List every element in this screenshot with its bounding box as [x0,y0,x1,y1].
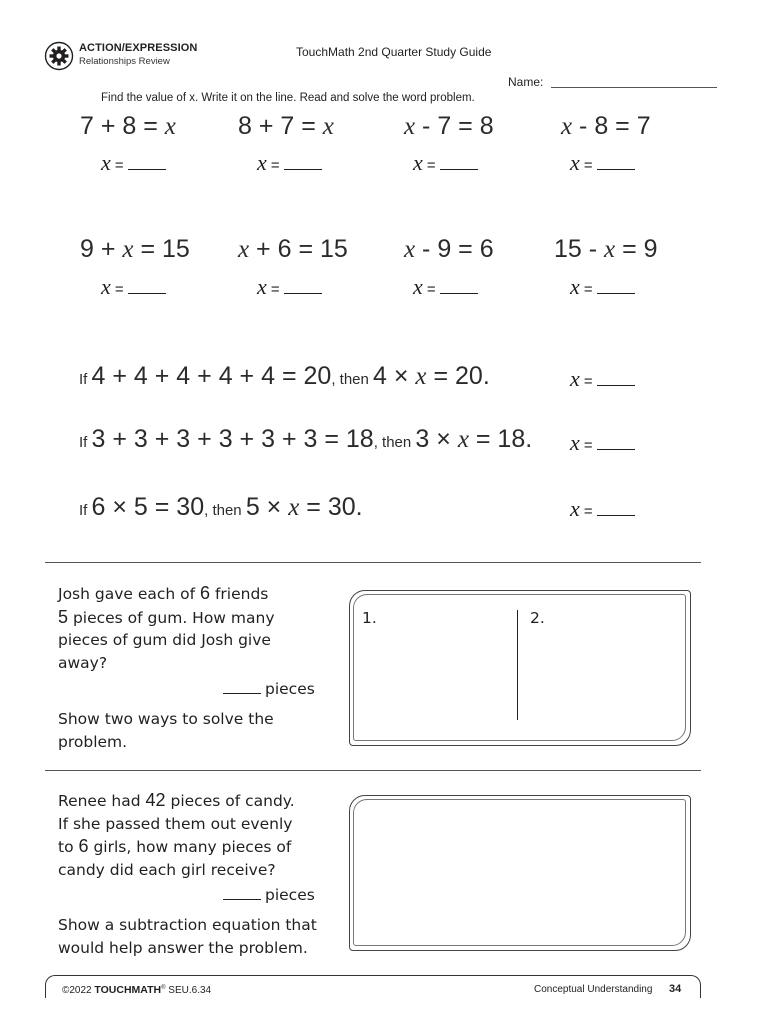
answer-blank[interactable]: x = [257,150,322,176]
name-label: Name: [508,75,544,89]
multiplication-statement: If 6 × 5 = 30, then 5 × x = 30. [79,493,363,521]
problem-prompt: Show two ways to solve the problem. [58,710,274,751]
answer-blank[interactable]: x = [570,430,635,456]
method-label-1: 1. [362,609,377,627]
answer-blank[interactable]: x = [413,150,478,176]
name-field[interactable] [551,87,717,88]
repeated-addition-statement: If 3 + 3 + 3 + 3 + 3 + 3 = 18, then 3 × x = 18. [79,425,533,453]
word-problem-text: Renee had 42 pieces of candy. If she passed them out evenly to 6 girls, how many pieces of candy did each girl receive? [58,790,295,879]
answer-blank[interactable]: x = [570,274,635,300]
section-divider [45,770,701,771]
section-subtitle: Relationships Review [79,56,170,67]
repeated-addition-statement: If 4 + 4 + 4 + 4 + 4 = 20, then 4 × x = 20. [79,362,490,390]
answer-blank[interactable]: x = [570,150,635,176]
page-number: 34 [669,983,682,995]
method-label-2: 2. [530,609,545,627]
equation: 15 - x = 9 [554,235,658,263]
answer-blank[interactable]: x = [413,274,478,300]
answer-blank[interactable]: pieces [223,680,315,698]
touchmath-logo: TOUCHMATH [94,984,162,996]
page-title: TouchMath 2nd Quarter Study Guide [296,45,492,59]
footer-category: Conceptual Understanding [534,984,653,995]
section-divider [45,562,701,563]
equation: x + 6 = 15 [238,235,348,263]
copyright: ©2022 TOUCHMATH® SEU.6.34 [62,984,212,996]
work-box-inner-border [353,594,686,741]
gear-icon [44,41,74,71]
word-problem-text: Josh gave each of 6 friends 5 pieces of gum. How many pieces of gum did Josh give away? [58,583,275,672]
equation: 9 + x = 15 [80,235,190,263]
section-title: ACTION/EXPRESSION [79,42,198,54]
equation: 8 + 7 = x [238,112,334,140]
equation: x - 7 = 8 [404,112,494,140]
work-box-inner-border [353,799,686,946]
equation: x - 8 = 7 [561,112,651,140]
equation: x - 9 = 6 [404,235,494,263]
answer-blank[interactable]: pieces [223,886,315,904]
problem-prompt: Show a subtraction equation that would help answer the problem. [58,916,317,957]
equation: 7 + 8 = x [80,112,176,140]
answer-blank[interactable]: x = [570,496,635,522]
answer-blank[interactable]: x = [257,274,322,300]
answer-blank[interactable]: x = [101,274,166,300]
answer-blank[interactable]: x = [101,150,166,176]
instructions: Find the value of x. Write it on the line. Read and solve the word problem. [101,92,475,104]
answer-blank[interactable]: x = [570,366,635,392]
box-divider [517,610,518,720]
